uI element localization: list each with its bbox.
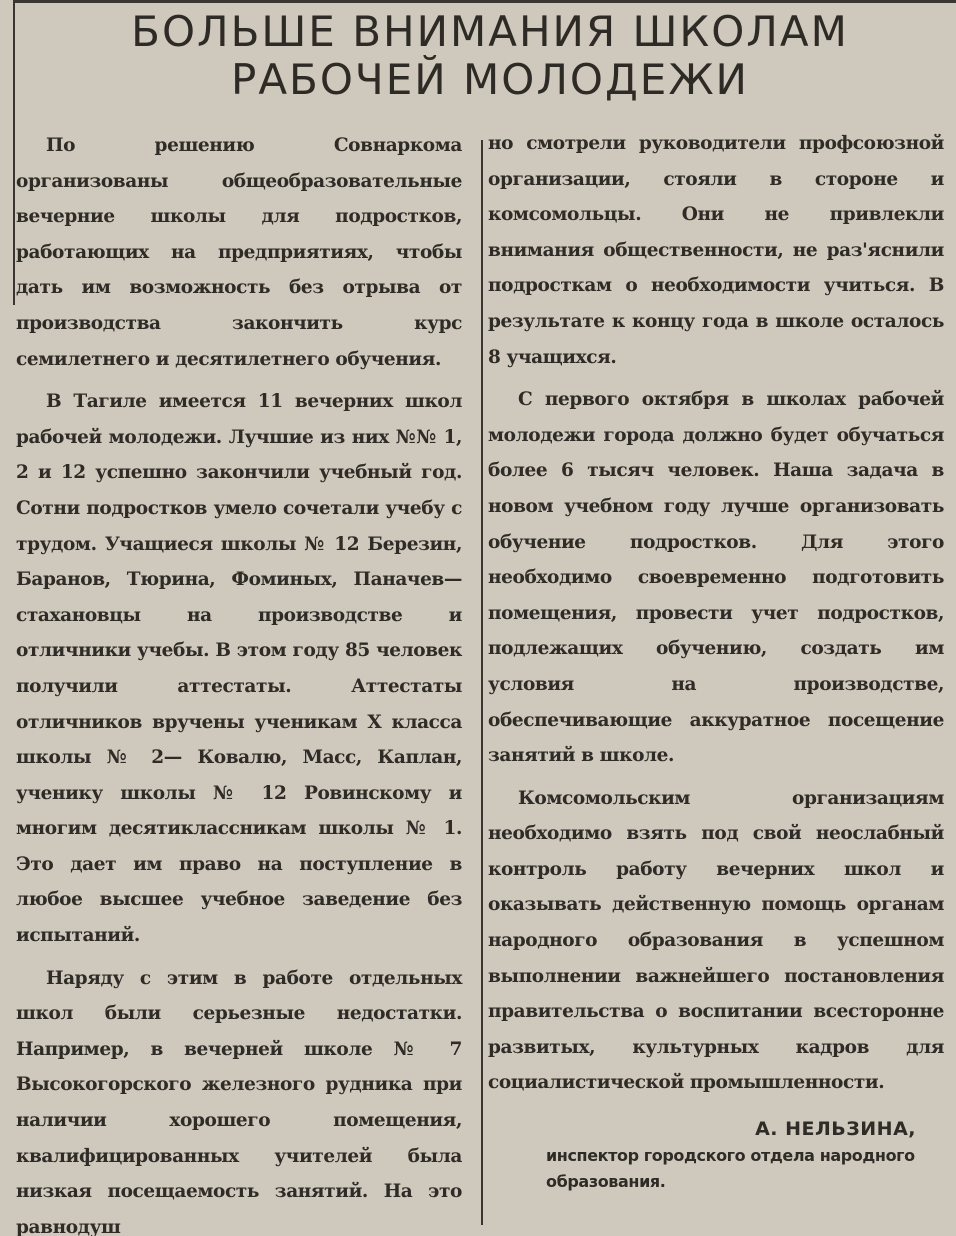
author-role: инспектор городского отдела народного образования. — [546, 1146, 915, 1192]
top-rule — [14, 0, 956, 3]
paragraph: По решению Совнаркома организованы общеобразовательные вечерние школы для подростков, работающих на предприятиях, чтобы дать им возможность без отрыва от производства закончить курс семилетнего и десятилетнего обучения. — [16, 135, 462, 370]
paragraph: Комсомольским организациям необходимо взять под свой неослабный контроль работу вечерних школ и оказывать действенную помощь органам народного образования в успешном выполнении важнейшего постановления правительства о воспитании всесторонне развитых, культурных кадров для социалистической промышленности. — [488, 787, 944, 1094]
paragraph: Наряду с этим в работе отдельных школ были серьезные недостатки. Например, в вечерней школе № 7 Высокогорского железного рудника при наличии хорошего помещения, квалифицированных учителей была низкая посещаемость занятий. На это равнодуш — [16, 967, 462, 1236]
column-divider — [481, 140, 483, 1225]
paragraph: В Тагиле имеется 11 вечерних школ рабочей молодежи. Лучшие из них №№ 1, 2 и 12 успешно закончили учебный год. Сотни подростков умело сочетали учебу с трудом. Учащиеся школы № 12 Березин, Баранов, Тюрина, Фоминых, Паначев—стахановцы на производстве и отличники учебы. В этом году 85 человек получили аттестаты. Аттестаты отличников вручены ученикам X класса школы № 2— Ковалю, Масс, Каплан, ученику школы № 12 Ровинскому и многим десятиклассникам школы № 1. Это дает им право на поступление в любое высшее учебное заведение без испытаний. — [16, 391, 462, 947]
headline — [60, 8, 920, 104]
author-name: А. НЕЛЬЗИНА, — [755, 1118, 916, 1141]
paragraph: но смотрели руководители профсоюзной организации, стояли в стороне и комсомольцы. Они не привлекли внимания общественности, не раз'яснили подросткам о необходимости учиться. В результате к концу года в школе осталось 8 учащихся. — [488, 133, 944, 368]
paragraph: С первого октября в школах рабочей молодежи города должно будет обучаться более 6 тысяч человек. Наша задача в новом учебном году лучше организовать обучение подростков. Для этого необходимо своевременно подготовить помещения, провести учет подростков, подлежащих обучению, создать им условия на производстве, обеспечивающие аккуратное посещение занятий в школе. — [488, 389, 944, 767]
signature — [488, 1115, 944, 1195]
left-column — [16, 128, 462, 1236]
right-column — [488, 126, 944, 1195]
headline-line-1: БОЛЬШЕ ВНИМАНИЯ ШКОЛАМ — [131, 7, 849, 56]
headline-line-2: РАБОЧЕЙ МОЛОДЕЖИ — [231, 55, 749, 104]
left-rule — [13, 0, 15, 305]
